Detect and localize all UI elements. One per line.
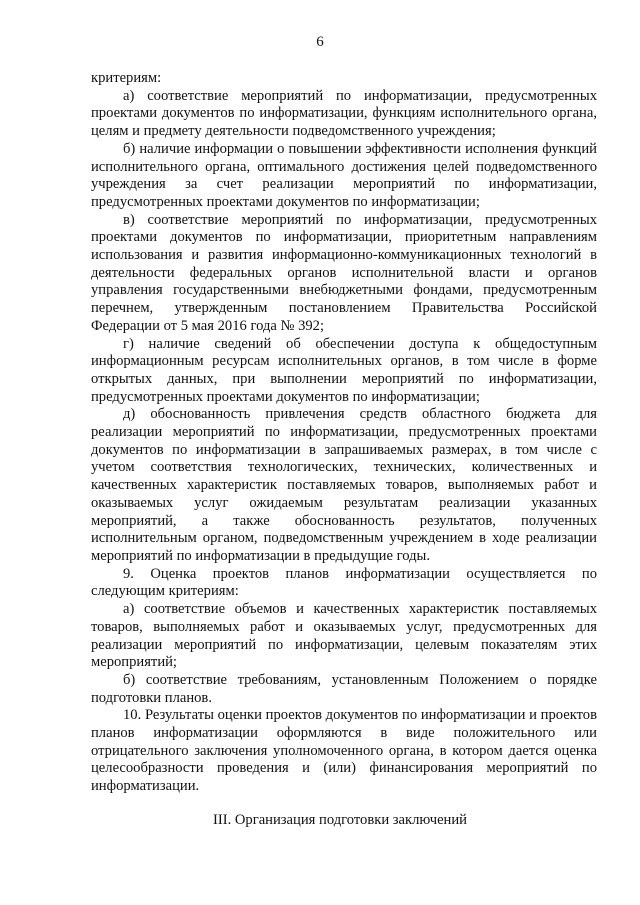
paragraph: 10. Результаты оценки проектов документов по информатизации и проектов планов информатизации оформляются в виде положительного или отрицательного заключения уполномоченного органа, в котором дается оценка целесообразности проведения и (или) финансирования мероприятий по информатизации. [91,707,597,795]
paragraph: б) наличие информации о повышении эффективности исполнения функций исполнительного органа, оптимального достижения целей подведомственного учреждения за счет реализации мероприятий по информатизации, предусмотренных проектами документов по информатизации; [91,140,597,210]
paragraph: критериям: [91,70,162,86]
paragraph: г) наличие сведений об обеспечении доступа к общедоступным информационным ресурсам исполнительных органов, в том числе в форме открытых данных, при выполнении мероприятий по информатизации, предусмотренных проектами документов по информатизации; [91,335,597,405]
paragraph: а) соответствие объемов и качественных характеристик поставляемых товаров, выполняемых работ и оказываемых услуг, предусмотренных для реализации мероприятий по информатизации, целевым показателям этих мероприятий; [91,601,597,671]
paragraph: в) соответствие мероприятий по информатизации, предусмотренных проектами документов по информатизации, приоритетным направлениям использования и развития информационно-коммуникационных технологий в деятельности федеральных органов исполнительной власти и органов управления государственными внебюджетными фондами, предусмотренным перечнем, утвержденным постановлением Правительства Российской Федерации от 5 мая 2016 года № 392; [91,211,597,334]
page-number: 6 [316,34,324,50]
paragraph: а) соответствие мероприятий по информатизации, предусмотренных проектами документов по информатизации, функциям исполнительного органа, целям и предмету деятельности подведомственного учреждения; [91,87,597,140]
paragraph: д) обоснованность привлечения средств областного бюджета для реализации мероприятий по информатизации, предусмотренных проектами документов по информатизации в запрашиваемых размерах, в том числе с учетом соответствия технологических, технических, количественных и качественных характеристик поставляемых товаров, выполняемых работ и оказываемых услуг ожидаемым результатам реализации указанных мероприятий, а также обоснованность результатов, полученных исполнительным органом, подведомственным учреждением в ходе реализации мероприятий по информатизации в предыдущие годы. [91,406,597,564]
paragraph: б) соответствие требованиям, установленным Положением о порядке подготовки планов. [91,671,597,706]
document-body [91,70,597,796]
section-heading: III. Организация подготовки заключений [213,812,467,828]
paragraph: 9. Оценка проектов планов информатизации осуществляется по следующим критериям: [91,565,597,600]
